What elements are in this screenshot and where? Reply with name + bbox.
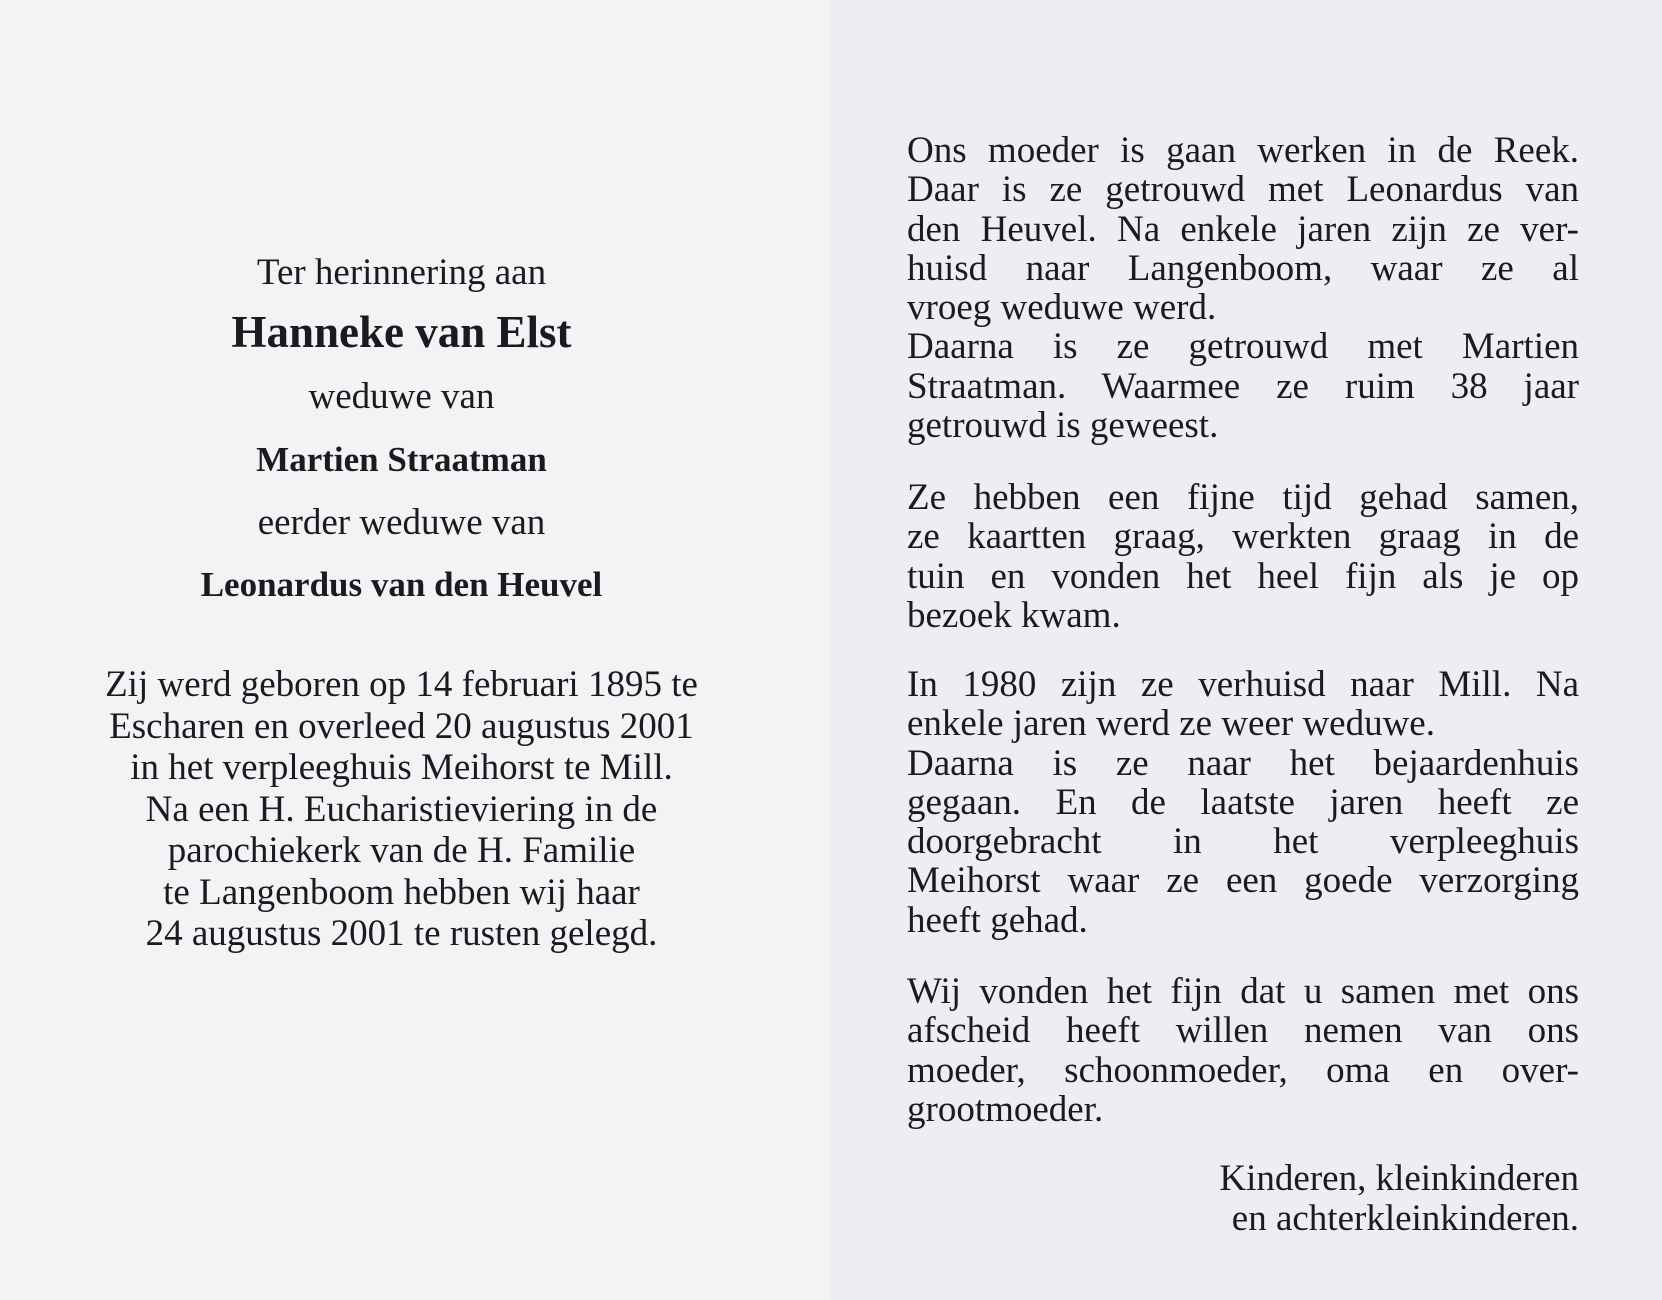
text-line: vroeg weduwe werd. <box>907 287 1217 329</box>
text-line: getrouwd is geweest. <box>907 405 1219 447</box>
text-line: Daar is ze getrouwd met Leonardus van <box>907 169 1579 211</box>
earlier-widow-of-label: eerder weduwe van <box>257 502 546 543</box>
bio-line: 24 augustus 2001 te rusten gelegd. <box>145 913 658 954</box>
text-line: bezoek kwam. <box>907 594 1121 636</box>
text-line: In 1980 zijn ze verhuisd naar Mill. Na <box>907 664 1579 705</box>
text-line: heeft gehad. <box>907 899 1088 941</box>
first-husband-name: Leonardus van den Heuvel <box>200 565 603 604</box>
intro-text: Ter herinnering aan <box>256 252 547 293</box>
text-line: moeder, schoonmoeder, oma en over- <box>907 1049 1579 1091</box>
second-husband-name: Martien Straatman <box>256 440 547 479</box>
signoff-line: Kinderen, kleinkinderen <box>1219 1158 1579 1199</box>
text-line: Daarna is ze naar het bejaardenhuis <box>907 742 1579 784</box>
text-line: Ons moeder is gaan werken in de Reek. <box>907 130 1579 171</box>
text-line: Meihorst waar ze een goede verzorging <box>907 860 1579 902</box>
bio-line: in het verpleeghuis Meihorst te Mill. <box>130 747 673 788</box>
widow-of-label: weduwe van <box>308 376 495 417</box>
bio-line: Zij werd geboren op 14 februari 1895 te <box>105 664 698 705</box>
text-line: enkele jaren werd ze weer weduwe. <box>907 703 1435 745</box>
paragraph-thanks <box>907 972 1579 1129</box>
text-line: Ze hebben een fijne tijd gehad samen, <box>907 477 1579 518</box>
paragraph-life-story <box>907 131 1579 445</box>
bio-line: Na een H. Eucharistieviering in de <box>145 788 658 830</box>
biography-block <box>0 664 803 955</box>
bio-line: te Langenboom hebben wij haar <box>163 871 640 913</box>
text-line: tuin en vonden het heel fijn als je op <box>907 555 1579 597</box>
signoff-line: en achterkleinkinderen. <box>1231 1197 1579 1239</box>
text-line: ze kaartten graag, werkten graag in de <box>907 516 1579 558</box>
text-line: afscheid heeft willen nemen van ons <box>907 1010 1579 1052</box>
text-line: doorgebracht in het verpleeghuis <box>907 821 1579 863</box>
text-line: grootmoeder. <box>907 1088 1104 1130</box>
text-line: den Heuvel. Na enkele jaren zijn ze ver- <box>907 208 1579 250</box>
bio-line: Escharen en overleed 20 augustus 2001 <box>109 705 694 747</box>
text-line: Daarna is ze getrouwd met Martien <box>907 326 1579 368</box>
paragraph-later-years <box>907 665 1579 940</box>
paragraph-good-times <box>907 478 1579 635</box>
bio-line: parochiekerk van de H. Familie <box>167 830 636 871</box>
text-line: gegaan. En de laatste jaren heeft ze <box>907 781 1579 823</box>
text-line: huisd naar Langenboom, waar ze al <box>907 247 1579 289</box>
signoff <box>907 1159 1579 1238</box>
card-fold <box>854 0 856 1300</box>
deceased-name: Hanneke van Elst <box>231 307 572 357</box>
text-line: Wij vonden het fijn dat u samen met ons <box>907 971 1579 1012</box>
text-line: Straatman. Waarmee ze ruim 38 jaar <box>907 365 1579 407</box>
